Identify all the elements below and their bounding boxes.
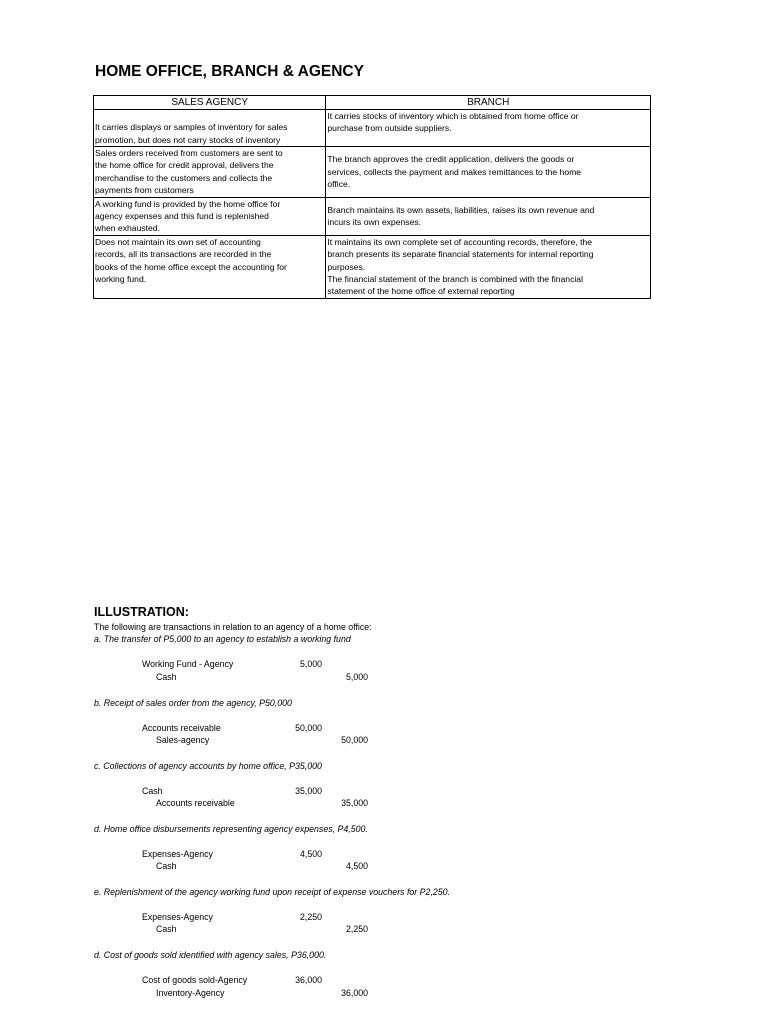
transaction-description: d. Cost of goods sold identified with agency sales, P36,000.: [94, 950, 327, 960]
credit-amount: 5,000: [345, 672, 368, 682]
credit-account: Sales-agency: [156, 735, 210, 745]
illustration-title: ILLUSTRATION:: [94, 605, 189, 619]
credit-amount: 35,000: [341, 798, 368, 808]
debit-amount: 2,250: [299, 912, 322, 922]
credit-amount: 36,000: [341, 988, 368, 998]
table-row: [94, 235, 651, 298]
debit-account: Cost of goods sold-Agency: [142, 975, 248, 985]
credit-amount: 4,500: [345, 861, 368, 871]
debit-amount: 4,500: [299, 849, 322, 859]
table-header-row: [94, 96, 651, 110]
debit-amount: 36,000: [295, 975, 322, 985]
transaction-description: e. Replenishment of the agency working fund upon receipt of expense vouchers for P2,250.: [94, 887, 451, 897]
debit-amount: 35,000: [295, 786, 322, 796]
credit-amount: 50,000: [341, 735, 368, 745]
credit-account: Inventory-Agency: [156, 988, 225, 998]
debit-account: Working Fund - Agency: [142, 659, 234, 669]
illustration-intro: The following are transactions in relation to an agency of a home office:: [94, 622, 372, 632]
transaction-description: c. Collections of agency accounts by home office, P35,000: [94, 761, 322, 771]
credit-account: Cash: [156, 861, 177, 871]
debit-account: Expenses-Agency: [142, 912, 213, 922]
column-header-sales-agency: SALES AGENCY: [94, 96, 326, 110]
table-row: [94, 197, 651, 235]
column-header-branch: BRANCH: [326, 96, 651, 110]
branch-cell: The branch approves the credit application, delivers the goods or services, collects the payment and makes remittances to the home office.: [326, 147, 651, 198]
agency-cell: Does not maintain its own set of accounting records, all its transactions are recorded in the books of the home office except the accounting for working fund.: [94, 235, 326, 298]
agency-cell: It carries displays or samples of inventory for sales promotion, but does not carry stocks of inventory: [94, 110, 326, 147]
table-row: [94, 110, 651, 147]
debit-account: Expenses-Agency: [142, 849, 213, 859]
credit-account: Cash: [156, 672, 177, 682]
credit-account: Cash: [156, 924, 177, 934]
debit-account: Cash: [142, 786, 163, 796]
credit-account: Accounts receivable: [156, 798, 235, 808]
agency-cell: Sales orders received from customers are sent to the home office for credit approval, delivers the merchandise to the customers and collects the payments from customers: [94, 147, 326, 198]
debit-account: Accounts receivable: [142, 723, 221, 733]
comparison-table: [93, 95, 651, 299]
page-title: HOME OFFICE, BRANCH & AGENCY: [95, 63, 364, 80]
agency-cell: A working fund is provided by the home office for agency expenses and this fund is replenished when exhausted.: [94, 197, 326, 235]
branch-cell: Branch maintains its own assets, liabilities, raises its own revenue and incurs its own expenses.: [326, 197, 651, 235]
table-row: [94, 147, 651, 198]
transaction-description: a. The transfer of P5,000 to an agency to establish a working fund: [94, 634, 351, 644]
credit-amount: 2,250: [345, 924, 368, 934]
debit-amount: 50,000: [295, 723, 322, 733]
transaction-description: b. Receipt of sales order from the agency, P50,000: [94, 698, 292, 708]
branch-cell: It carries stocks of inventory which is obtained from home office or purchase from outside suppliers.: [326, 110, 651, 147]
branch-cell: It maintains its own complete set of accounting records, therefore, the branch presents its separate financial statements for internal reporting purposes. The financial statement of the branch is combined with the financial statement of the home office of external reporting: [326, 235, 651, 298]
transaction-description: d. Home office disbursements representing agency expenses, P4,500.: [94, 824, 368, 834]
debit-amount: 5,000: [299, 659, 322, 669]
